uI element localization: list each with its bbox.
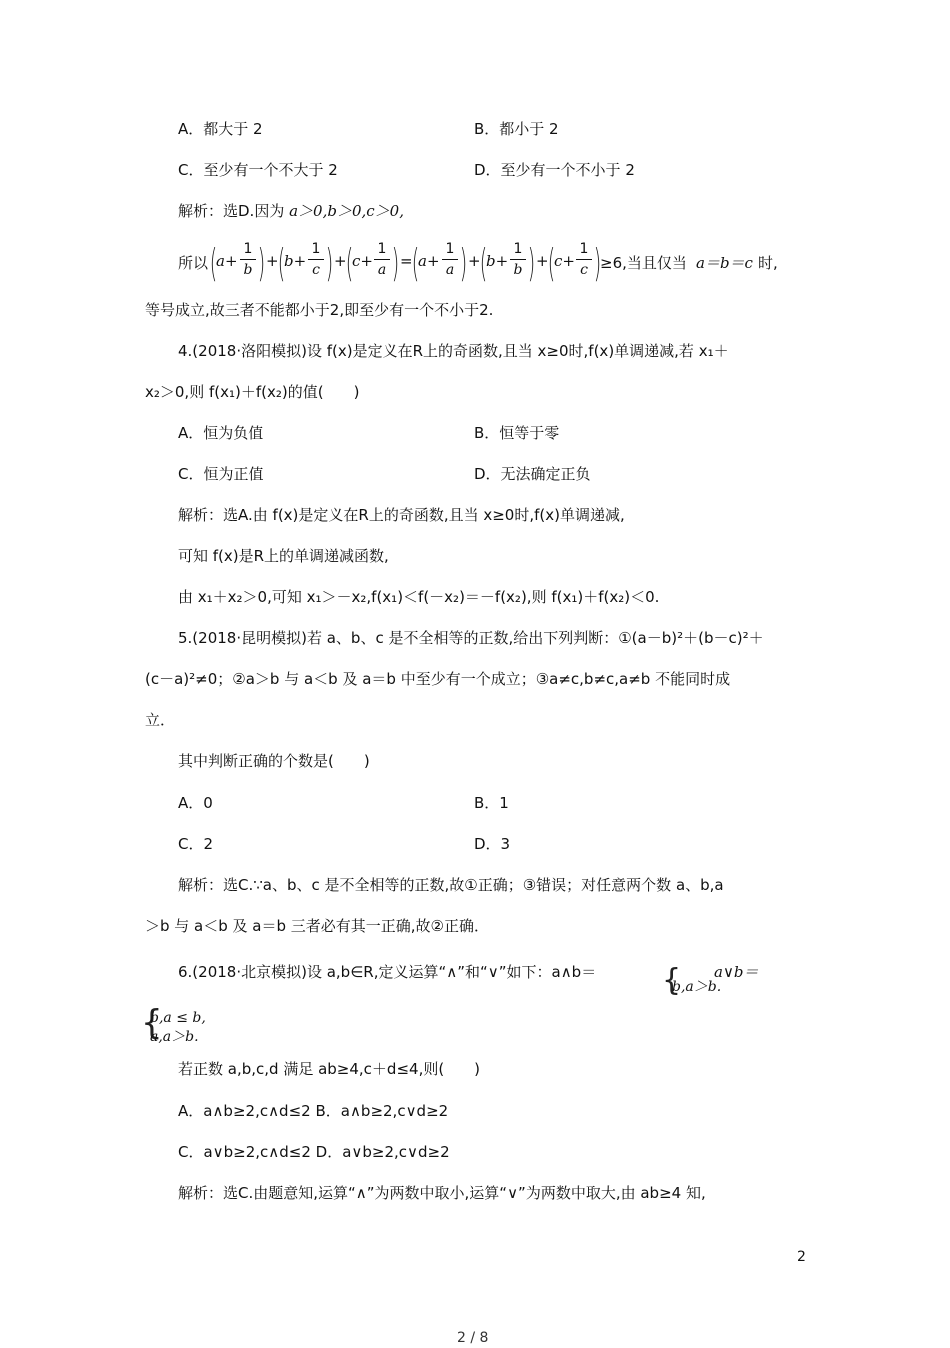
- q3-solution-label: 解析：选D.因为: [178, 202, 285, 220]
- q4-option-c: C．恒为正值: [178, 465, 264, 483]
- q3-option-c: C．至少有一个不大于 2: [178, 161, 338, 179]
- page-number: 2: [797, 1249, 806, 1265]
- q5-option-a: A．0: [178, 794, 213, 812]
- q6-brace-or: {: [141, 1003, 163, 1043]
- page-indicator: 2 / 8: [457, 1330, 489, 1346]
- q5-question: 其中判断正确的个数是( ): [178, 752, 370, 770]
- q3-option-a: A．都大于 2: [178, 120, 263, 138]
- q3-solution-line1: [178, 201, 404, 221]
- q3-equality-condition: a＝b＝c: [696, 254, 753, 272]
- q5-option-b: B．1: [474, 794, 509, 812]
- q4-option-d: D．无法确定正负: [474, 465, 591, 483]
- q4-solution-line1: 解析：选A.由 f(x)是定义在R上的奇函数,且当 x≥0时,f(x)单调递减,: [178, 506, 625, 524]
- q6-or-case1: b,a ≤ b,: [150, 1010, 206, 1026]
- q6-or-definition: a∨b＝: [714, 963, 759, 981]
- q5-stem-line1: 5.(2018·昆明模拟)若 a、b、c 是不全相等的正数,给出下列判断：①(a－b)²＋(b－c)²＋: [178, 629, 764, 647]
- q5-stem-line2: (c－a)²≠0；②a＞b 与 a＜b 及 a＝b 中至少有一个成立；③a≠c,b≠c,a≠b 不能同时成: [145, 670, 731, 688]
- q3-inequality-suffix: ≥6,当且仅当: [600, 254, 687, 272]
- q5-solution-line1: 解析：选C.∵a、b、c 是不全相等的正数,故①正确；③错误；对任意两个数 a、b,a: [178, 876, 724, 894]
- q3-solution-condition: a＞0,b＞0,c＞0,: [289, 202, 404, 220]
- q3-solution-line3: 等号成立,故三者不能都小于2,即至少有一个不小于2.: [145, 301, 494, 319]
- q6-options-ab: A．a∧b≥2,c∧d≤2 B．a∧b≥2,c∨d≥2: [178, 1102, 449, 1120]
- q6-stem-line1: 6.(2018·北京模拟)设 a,b∈R,定义运算“∧”和“∨”如下：a∧b＝: [178, 963, 597, 981]
- q5-solution-line2: ＞b 与 a＜b 及 a＝b 三者必有其一正确,故②正确．: [145, 917, 490, 935]
- q5-option-d: D．3: [474, 835, 511, 853]
- q3-fraction-expression: 所以 ( a+ 1 b ) + ( b+ 1 c ) + ( c+ 1 a ) = ( a+ 1 a ) + ( b+ 1 b ) + ( c+ 1 c ) ≥6,当且仅当 a＝b＝c 时,: [178, 241, 778, 285]
- q4-option-b: B．恒等于零: [474, 424, 560, 442]
- q6-options-cd: C．a∨b≥2,c∧d≤2 D．a∨b≥2,c∨d≥2: [178, 1143, 450, 1161]
- q6-and-case: b,a＞b.: [672, 979, 722, 995]
- q6-or-case2: a,a＞b.: [150, 1029, 199, 1045]
- q4-solution-line3: 由 x₁＋x₂＞0,可知 x₁＞－x₂,f(x₁)＜f(－x₂)＝－f(x₂),则 f(x₁)＋f(x₂)＜0.: [178, 588, 660, 606]
- q6-solution-line1: 解析：选C.由题意知,运算“∧”为两数中取小,运算“∨”为两数中取大,由 ab≥4 知,: [178, 1184, 706, 1202]
- q4-solution-line2: 可知 f(x)是R上的单调递减函数,: [178, 547, 389, 565]
- q3-when-label: 时,: [758, 254, 778, 272]
- q3-option-b: B．都小于 2: [474, 120, 559, 138]
- q6-brace-and: {: [662, 963, 682, 998]
- q4-stem-line1: 4.(2018·洛阳模拟)设 f(x)是定义在R上的奇函数,且当 x≥0时,f(x)单调递减,若 x₁＋: [178, 342, 729, 360]
- q4-stem-line2: x₂＞0,则 f(x₁)＋f(x₂)的值( ): [145, 383, 360, 401]
- q3-option-d: D．至少有一个不小于 2: [474, 161, 635, 179]
- q3-so-label: 所以: [178, 254, 209, 272]
- q5-option-c: C．2: [178, 835, 214, 853]
- q4-option-a: A．恒为负值: [178, 424, 264, 442]
- q5-stem-line3: 立．: [145, 711, 176, 729]
- q6-condition: 若正数 a,b,c,d 满足 ab≥4,c＋d≤4,则( ): [178, 1060, 481, 1078]
